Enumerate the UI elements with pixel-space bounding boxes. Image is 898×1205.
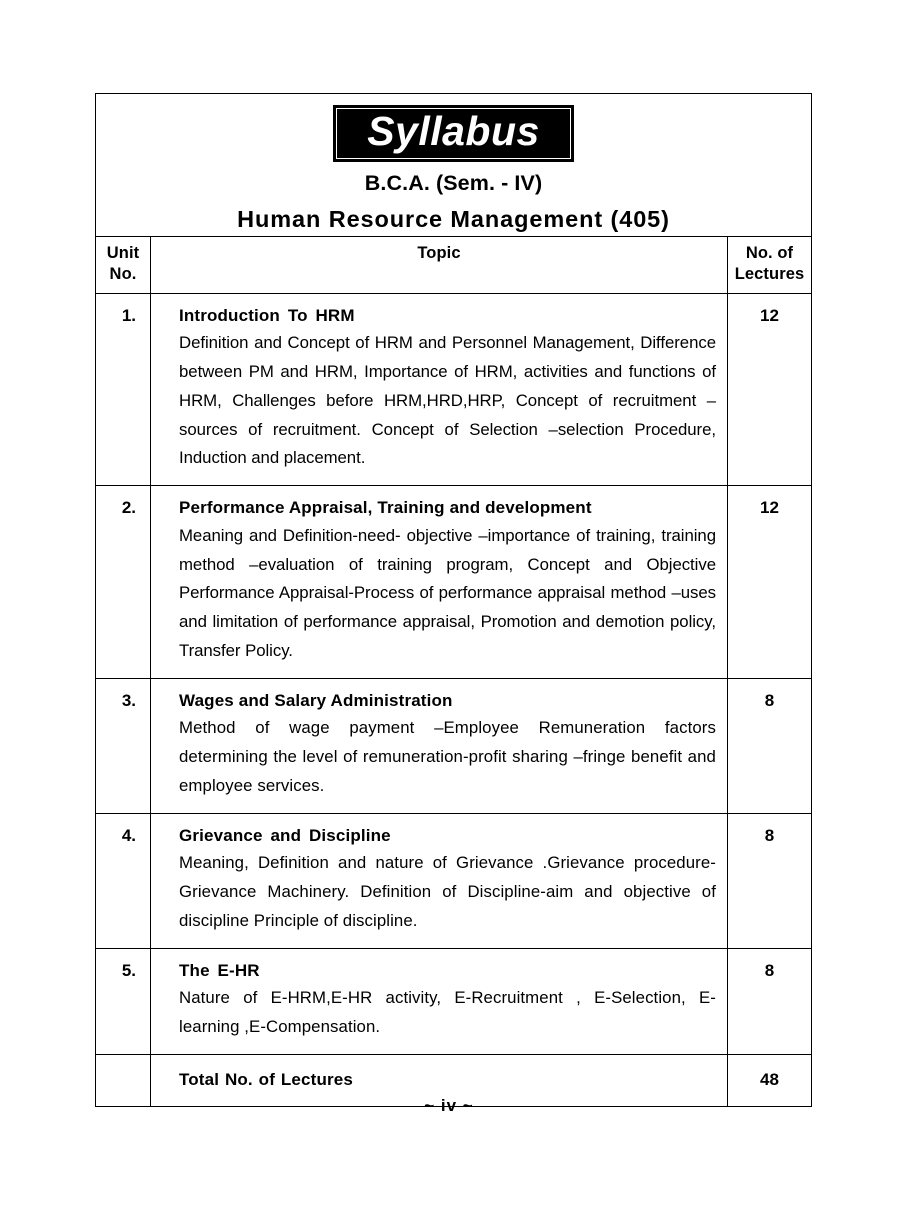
unit-number: 4. <box>96 813 151 948</box>
page-number-footer: ~ iv ~ <box>424 1096 474 1115</box>
column-header-topic: Topic <box>151 237 728 293</box>
table-banner-row <box>96 94 812 237</box>
column-header-lectures-line2: Lectures <box>734 264 805 283</box>
unit-number: 3. <box>96 679 151 814</box>
unit-topic-title: Grievance and Discipline <box>179 825 391 845</box>
unit-topic <box>151 486 728 679</box>
course-subtitle: B.C.A. (Sem. - IV) <box>364 171 543 196</box>
unit-topic <box>151 948 728 1054</box>
subject-title: Human Resource Management (405) <box>237 206 670 233</box>
column-header-unit-no-line1: Unit <box>106 244 140 263</box>
unit-topic <box>151 679 728 814</box>
table-row <box>96 948 812 1054</box>
unit-topic-body: Method of wage payment –Employee Remuneration factors determining the level of remuneration-profit sharing –fringe benefit and employee services. <box>179 718 716 796</box>
unit-lectures: 8 <box>727 948 811 1054</box>
unit-lectures: 12 <box>727 293 811 486</box>
unit-number: 5. <box>96 948 151 1054</box>
table-row <box>96 486 812 679</box>
total-lectures: 48 <box>727 1054 811 1106</box>
document-header <box>96 94 812 237</box>
column-header-unit-no <box>96 237 151 293</box>
unit-lectures: 12 <box>727 486 811 679</box>
unit-lectures: 8 <box>727 679 811 814</box>
unit-topic-title: Introduction To HRM <box>179 305 355 325</box>
unit-lectures: 8 <box>727 813 811 948</box>
unit-topic-title: Performance Appraisal, Training and development <box>179 498 592 518</box>
unit-number: 2. <box>96 486 151 679</box>
page-title: Syllabus <box>367 108 540 154</box>
unit-number: 1. <box>96 293 151 486</box>
unit-topic <box>151 813 728 948</box>
total-label: Total No. of Lectures <box>179 1069 353 1089</box>
syllabus-table <box>95 93 812 1107</box>
syllabus-badge <box>333 105 574 162</box>
column-header-lectures-line1: No. of <box>745 244 794 263</box>
unit-topic-title: Wages and Salary Administration <box>179 691 453 711</box>
unit-topic-body: Meaning and Definition-need- objective –importance of training, training method –evaluation of training program, Concept and Objective Performance Appraisal-Process of performance appraisal method –uses and limitation of performance appraisal, Promotion and demotion policy, Transfer Policy. <box>179 525 716 661</box>
unit-topic <box>151 293 728 486</box>
unit-topic-title: The E-HR <box>179 960 260 980</box>
unit-topic-body: Meaning, Definition and nature of Grievance .Grievance procedure-Grievance Machinery. Definition of Discipline-aim and objective of discipline Principle of discipline. <box>179 853 716 931</box>
column-header-lectures <box>727 237 811 293</box>
table-row <box>96 293 812 486</box>
column-header-unit-no-line2: No. <box>109 264 137 283</box>
table-row <box>96 813 812 948</box>
unit-topic-body: Definition and Concept of HRM and Personnel Management, Difference between PM and HRM, Importance of HRM, activities and functions of HRM, Challenges before HRM,HRD,HRP, Concept of recruitment –sources of recruitment. Concept of Selection –selection Procedure, Induction and placement. <box>179 332 716 468</box>
table-row <box>96 679 812 814</box>
unit-topic-body: Nature of E-HRM,E-HR activity, E-Recruitment , E-Selection, E-learning ,E-Compensation. <box>179 988 716 1037</box>
table-header-row <box>96 237 812 293</box>
syllabus-badge-inner <box>336 108 571 159</box>
